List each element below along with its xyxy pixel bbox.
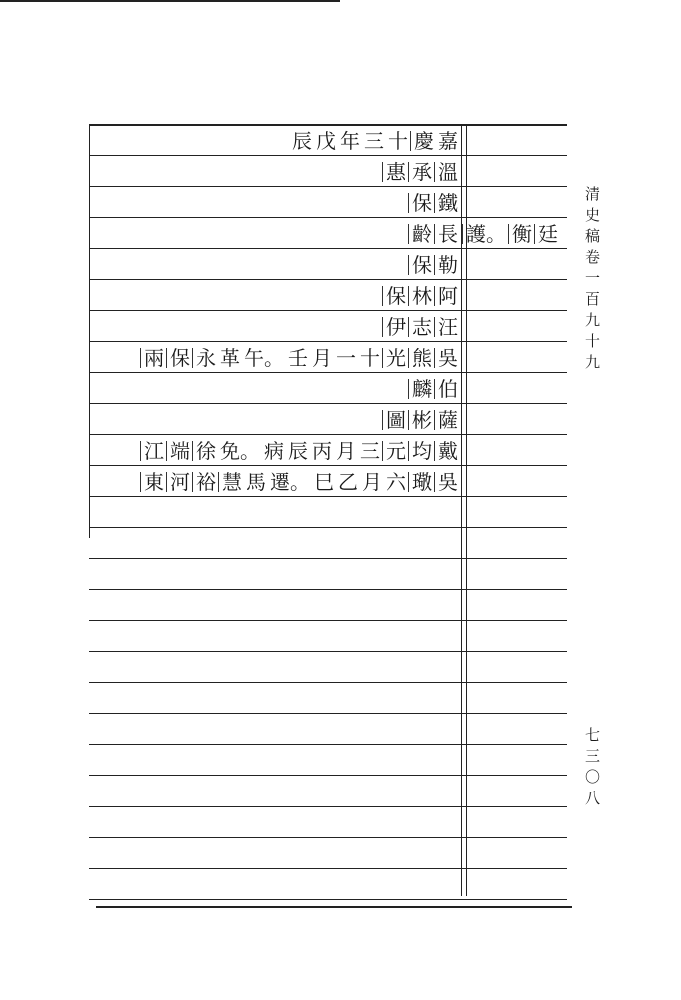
table-cell-char: 阿	[434, 286, 460, 306]
table-cell-char: 汪	[434, 317, 460, 337]
table-cell-char: 慶	[410, 131, 436, 151]
table-cell-char: 護。	[462, 224, 508, 244]
horizontal-rule	[89, 868, 567, 869]
table-cell-char: 遷。	[270, 469, 310, 494]
table-cell-char: 馬	[246, 469, 266, 494]
table-row	[90, 125, 460, 156]
table-row	[90, 373, 460, 404]
margin-title-char: 稿	[585, 227, 601, 245]
table-cell-char: 六	[386, 469, 406, 494]
table-row	[90, 280, 460, 311]
horizontal-rule	[89, 558, 567, 559]
table-row	[90, 249, 460, 280]
table-cell-char: 保	[408, 255, 434, 275]
table-row	[90, 342, 460, 373]
table-cell-char: 十	[388, 128, 408, 153]
table-cell-char: 月	[312, 345, 332, 370]
table-cell-char: 承	[408, 162, 434, 182]
table-cell-char: 河	[166, 472, 192, 492]
table-cell-char: 月	[336, 438, 356, 463]
horizontal-rule	[89, 589, 567, 590]
table-cell-char: 鐵	[434, 193, 460, 213]
margin-page-char: 八	[585, 789, 601, 807]
horizontal-rule	[89, 527, 567, 528]
table-cell-char: 巳	[314, 469, 334, 494]
table-cell-char: 光	[382, 348, 408, 368]
margin-page-number	[585, 725, 600, 809]
table-cell-char: 端	[166, 441, 192, 461]
horizontal-rule	[89, 713, 567, 714]
table-cell-char: 戴	[434, 441, 460, 461]
table-cell-char: 嘉	[438, 128, 458, 153]
table-row	[90, 218, 460, 249]
table-cell-char: 麟	[408, 379, 434, 399]
table-row	[90, 404, 460, 435]
table-row	[90, 156, 460, 187]
horizontal-rule	[89, 806, 567, 807]
table-cell-char: 志	[408, 317, 434, 337]
margin-title-char: 一	[585, 269, 601, 287]
horizontal-rule	[89, 775, 567, 776]
table-cell-char: 裕	[192, 472, 218, 492]
horizontal-rule	[89, 899, 567, 900]
table-cell-char: 薩	[434, 410, 460, 430]
table-cell-char: 年	[340, 128, 360, 153]
table-cell-char: 兩	[140, 348, 166, 368]
table-cell-char: 林	[408, 286, 434, 306]
table-cell-char: 革	[220, 345, 240, 370]
margin-title-char: 史	[585, 206, 601, 224]
table-row	[90, 311, 460, 342]
table-cell-char: 乙	[338, 469, 358, 494]
table-cell-char: 熊	[408, 348, 434, 368]
table-cell-char: 長	[434, 224, 460, 244]
margin-title-char: 九	[585, 353, 601, 371]
table-cell-char: 辰	[292, 128, 312, 153]
horizontal-rule	[89, 744, 567, 745]
table-cell-char: 永	[192, 348, 218, 368]
table-cell-char: 徐	[192, 441, 218, 461]
table-cell-char: 惠	[382, 162, 408, 182]
table-cell-char: 一	[336, 345, 356, 370]
table-cell-char: 午。	[244, 345, 284, 370]
table-cell-char: 十	[360, 345, 380, 370]
table-cell-char: 月	[362, 469, 382, 494]
table-cell-char: 勒	[434, 255, 460, 275]
margin-title-char: 九	[585, 311, 601, 329]
table-cell-char: 慧	[218, 472, 244, 492]
table-cell-char: 圖	[382, 410, 408, 430]
horizontal-rule	[89, 620, 567, 621]
table-cell-char: 東	[140, 472, 166, 492]
table-cell-char: 溫	[434, 162, 460, 182]
table-cell-char: 保	[382, 286, 408, 306]
bottom-rule	[96, 906, 572, 908]
table-cell-char: 免。	[220, 438, 260, 463]
table-row	[90, 187, 460, 218]
table-cell-char: 保	[408, 193, 434, 213]
table-cell-char: 均	[408, 441, 434, 461]
horizontal-rule	[89, 837, 567, 838]
table-cell-char: 元	[382, 441, 408, 461]
table-row	[90, 466, 460, 497]
table-cell-char: 辰	[288, 438, 308, 463]
horizontal-rule	[89, 651, 567, 652]
table-cell-char: 彬	[408, 410, 434, 430]
margin-page-char: 七	[585, 726, 601, 744]
margin-page-char: 〇	[585, 768, 601, 786]
top-rule	[0, 0, 340, 2]
margin-title-char: 百	[585, 290, 601, 308]
table-cell-char: 伊	[382, 317, 408, 337]
table-cell-char: 吳	[434, 348, 460, 368]
margin-title-char: 清	[585, 185, 601, 203]
table-cell-char: 丙	[312, 438, 332, 463]
table-cell-char: 璥	[408, 472, 434, 492]
margin-title	[585, 184, 600, 373]
margin-title-char: 十	[585, 332, 601, 350]
table-cell-char: 病	[264, 438, 284, 463]
horizontal-rule	[89, 682, 567, 683]
table-cell-char: 伯	[434, 379, 460, 399]
table-cell-char: 戊	[316, 128, 336, 153]
margin-title-char: 卷	[585, 248, 601, 266]
table-cell-char: 三	[360, 438, 380, 463]
table-row-right-cell	[466, 218, 560, 249]
table-cell-char: 齡	[408, 224, 434, 244]
table-cell-char: 衡	[508, 224, 534, 244]
table-cell-char: 江	[140, 441, 166, 461]
table-cell-char: 保	[166, 348, 192, 368]
table-cell-char: 吳	[434, 472, 460, 492]
table-cell-char: 廷	[534, 224, 560, 244]
table-cell-char: 三	[364, 128, 384, 153]
table-row	[90, 435, 460, 466]
margin-page-char: 三	[585, 747, 601, 765]
table-cell-char: 壬	[288, 345, 308, 370]
